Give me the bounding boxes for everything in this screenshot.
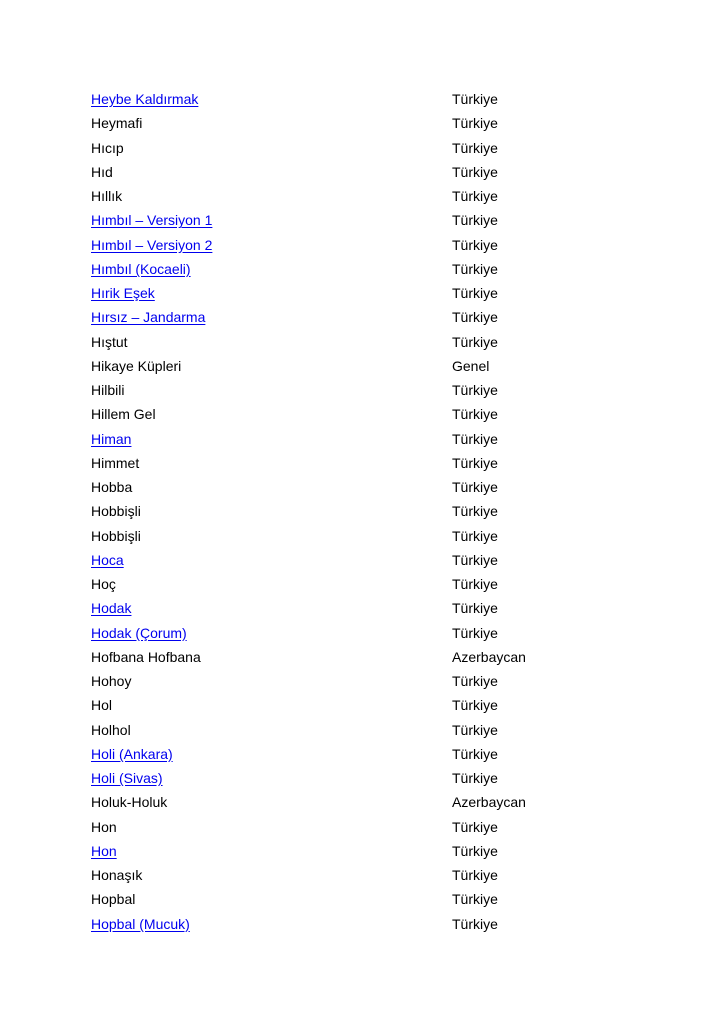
game-name-link[interactable]: Hon [91,842,117,859]
game-name: Hobbişli [91,527,141,544]
game-name: Hoç [91,576,116,592]
game-country: Azerbaycan [452,794,526,811]
table-row [91,501,651,525]
game-name: Hobbişli [91,503,141,520]
game-country: Türkiye [452,406,498,423]
game-name: Hol [91,697,113,714]
game-country: Türkiye [452,891,498,908]
game-country: Türkiye [452,212,498,229]
game-country: Türkiye [452,188,498,204]
game-country: Türkiye [452,163,498,180]
table-row [91,695,651,719]
game-country: Türkiye [452,91,498,107]
game-country: Türkiye [452,260,498,277]
game-country: Türkiye [452,382,498,398]
game-country: Türkiye [452,333,498,350]
table-row [91,138,651,162]
game-name-link[interactable]: Hodak [91,600,132,617]
game-name-link[interactable]: Hoca [91,551,124,568]
table-row [91,283,651,307]
game-country: Türkiye [452,576,498,592]
game-country: Türkiye [452,503,498,520]
game-country: Türkiye [452,867,498,883]
game-name-link[interactable]: Hımbıl – Versiyon 2 [91,236,213,253]
game-country: Türkiye [452,139,498,156]
table-row [91,89,651,113]
game-country: Türkiye [452,818,498,835]
table-row [91,574,651,598]
game-name: Himmet [91,454,140,471]
game-name: Hıd [91,163,113,180]
table-row [91,235,651,259]
game-country: Türkiye [452,430,498,447]
table-row [91,720,651,744]
table-row [91,429,651,453]
table-row [91,404,651,428]
game-name-link[interactable]: Hırik Eşek [91,285,155,301]
game-country: Türkiye [452,842,498,859]
table-row [91,647,651,671]
game-name: Hillem Gel [91,406,156,423]
game-country: Türkiye [452,721,498,738]
game-name-link[interactable]: Himan [91,430,132,447]
game-name: Holhol [91,721,131,738]
game-country: Türkiye [452,454,498,471]
game-name: Hıllık [91,188,123,204]
table-row [91,914,651,938]
table-row [91,865,651,889]
table-row [91,526,651,550]
game-list-table [91,89,651,938]
game-name: Hikaye Küpleri [91,357,182,374]
game-country: Azerbaycan [452,648,526,665]
game-country: Genel [452,357,490,374]
game-name: Hofbana Hofbana [91,648,201,665]
table-row [91,889,651,913]
table-row [91,841,651,865]
table-row [91,380,651,404]
table-row [91,453,651,477]
table-row [91,477,651,501]
game-country: Türkiye [452,479,498,495]
game-country: Türkiye [452,673,498,689]
table-row [91,162,651,186]
game-name-link[interactable]: Hımbıl (Kocaeli) [91,260,191,277]
game-name: Hohoy [91,673,132,689]
table-row [91,307,651,331]
game-name: Hıştut [91,333,128,350]
game-name: Hopbal [91,891,136,908]
game-name-link[interactable]: Hımbıl – Versiyon 1 [91,212,213,229]
game-name: Hon [91,818,117,835]
table-row [91,332,651,356]
game-country: Türkiye [452,600,498,617]
game-country: Türkiye [452,309,498,326]
game-name-link[interactable]: Holi (Sivas) [91,770,163,786]
game-name: Holuk-Holuk [91,794,168,811]
table-row [91,186,651,210]
table-row [91,623,651,647]
game-name-link[interactable]: Heybe Kaldırmak [91,91,199,107]
game-name-link[interactable]: Hopbal (Mucuk) [91,915,190,932]
game-name-link[interactable]: Hodak (Çorum) [91,624,187,641]
game-name: Hilbili [91,382,125,398]
game-country: Türkiye [452,236,498,253]
game-country: Türkiye [452,697,498,714]
game-name: Honaşık [91,867,143,883]
game-country: Türkiye [452,551,498,568]
table-row [91,550,651,574]
table-row [91,356,651,380]
table-row [91,259,651,283]
table-row [91,817,651,841]
game-country: Türkiye [452,527,498,544]
game-name-link[interactable]: Hırsız – Jandarma [91,309,206,326]
game-name: Hobba [91,479,133,495]
table-row [91,792,651,816]
game-name: Hıcıp [91,139,124,156]
game-name: Heymafi [91,115,143,132]
game-country: Türkiye [452,745,498,762]
game-country: Türkiye [452,770,498,786]
table-row [91,744,651,768]
game-country: Türkiye [452,915,498,932]
table-row [91,768,651,792]
table-row [91,113,651,137]
game-country: Türkiye [452,624,498,641]
table-row [91,210,651,234]
game-country: Türkiye [452,285,498,301]
table-row [91,671,651,695]
game-country: Türkiye [452,115,498,132]
game-name-link[interactable]: Holi (Ankara) [91,745,173,762]
table-row [91,598,651,622]
